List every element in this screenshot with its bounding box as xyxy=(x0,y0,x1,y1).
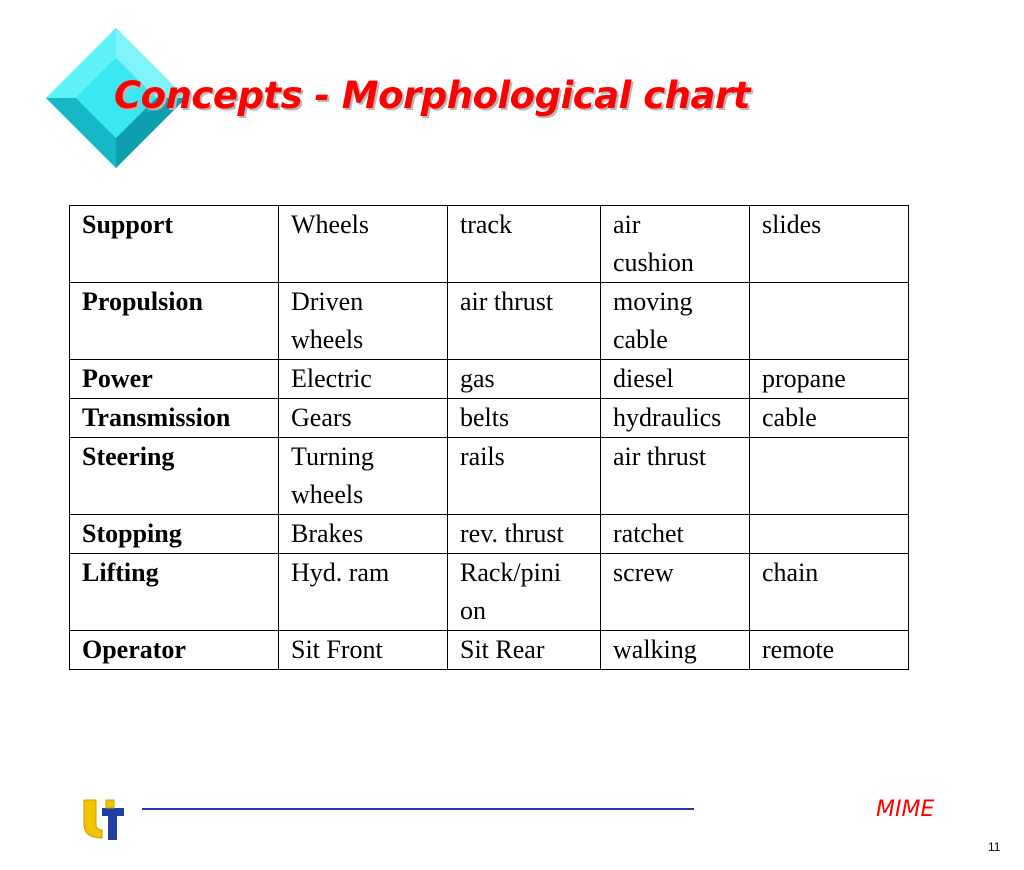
row-label: Transmission xyxy=(70,399,279,438)
row-label: Stopping xyxy=(70,515,279,554)
page-number: 11 xyxy=(988,840,1001,854)
table-cell xyxy=(750,283,909,360)
footer-brand: MIME xyxy=(876,797,935,822)
table-row xyxy=(70,515,909,554)
table-cell: Driven wheels xyxy=(279,283,448,360)
table-row xyxy=(70,631,909,670)
table-cell: Sit Rear xyxy=(448,631,601,670)
morphological-table xyxy=(69,205,909,670)
table-cell: moving cable xyxy=(601,283,750,360)
table-cell: rails xyxy=(448,438,601,515)
row-label: Steering xyxy=(70,438,279,515)
table-row xyxy=(70,399,909,438)
table-cell: Hyd. ram xyxy=(279,554,448,631)
table-cell: gas xyxy=(448,360,601,399)
footer-divider xyxy=(142,808,694,810)
table-row xyxy=(70,360,909,399)
table-row xyxy=(70,206,909,283)
table-row xyxy=(70,283,909,360)
row-label: Lifting xyxy=(70,554,279,631)
table-cell xyxy=(750,438,909,515)
table-row xyxy=(70,554,909,631)
table-cell: air thrust xyxy=(601,438,750,515)
row-label: Power xyxy=(70,360,279,399)
table-cell: slides xyxy=(750,206,909,283)
table-cell: hydraulics xyxy=(601,399,750,438)
table-cell: Brakes xyxy=(279,515,448,554)
table-cell xyxy=(750,515,909,554)
table-cell: rev. thrust xyxy=(448,515,601,554)
table-cell: chain xyxy=(750,554,909,631)
ut-logo-icon xyxy=(80,798,126,842)
table-cell: ratchet xyxy=(601,515,750,554)
table-cell: Gears xyxy=(279,399,448,438)
table-cell: track xyxy=(448,206,601,283)
table-cell: belts xyxy=(448,399,601,438)
table-cell: Turning wheels xyxy=(279,438,448,515)
row-label: Operator xyxy=(70,631,279,670)
row-label: Support xyxy=(70,206,279,283)
table-cell: screw xyxy=(601,554,750,631)
table-cell: Rack/pini on xyxy=(448,554,601,631)
table-cell: walking xyxy=(601,631,750,670)
table-cell: Wheels xyxy=(279,206,448,283)
table-cell: remote xyxy=(750,631,909,670)
table-cell: diesel xyxy=(601,360,750,399)
table-row xyxy=(70,438,909,515)
table-cell: cable xyxy=(750,399,909,438)
table-cell: air cushion xyxy=(601,206,750,283)
slide-title: Concepts - Morphological chart xyxy=(114,74,750,117)
table-cell: Sit Front xyxy=(279,631,448,670)
table-cell: air thrust xyxy=(448,283,601,360)
table-cell: propane xyxy=(750,360,909,399)
row-label: Propulsion xyxy=(70,283,279,360)
table-cell: Electric xyxy=(279,360,448,399)
